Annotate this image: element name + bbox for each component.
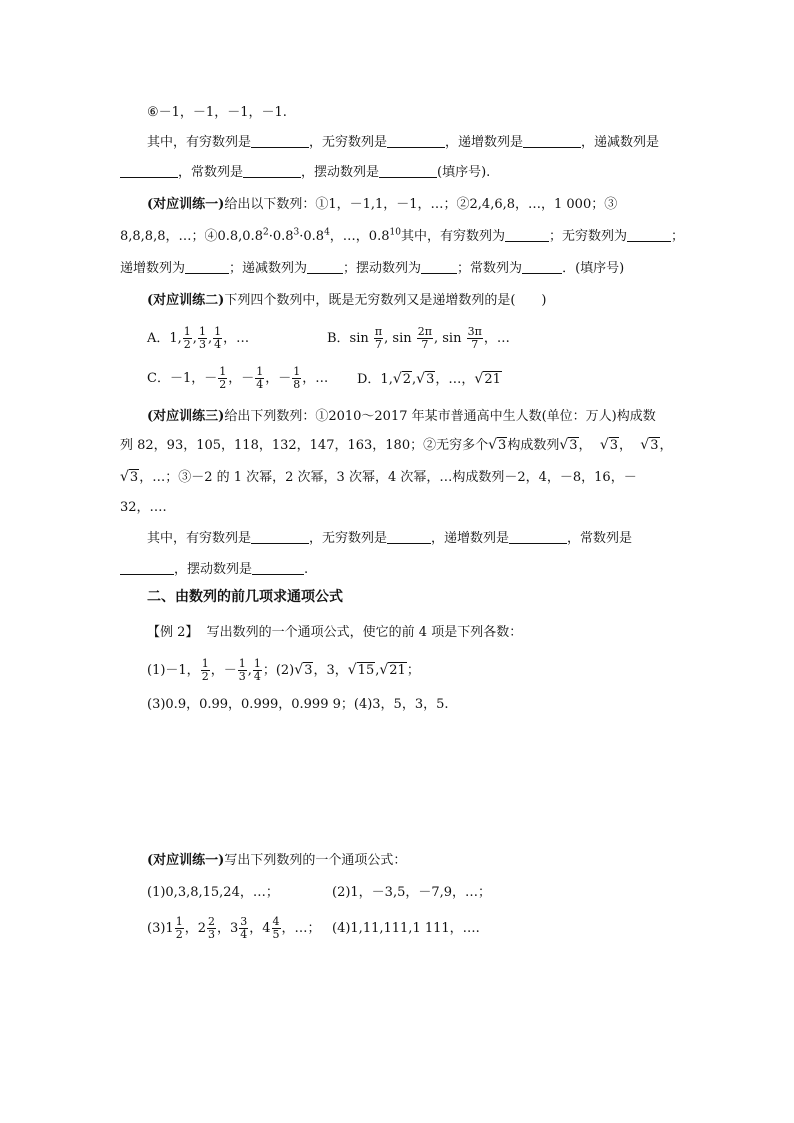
practice-label: (对应训练二) [147, 293, 225, 308]
practice-3-line-3: √3，…；③－2 的 1 次幂，2 次幂，3 次幂，4 次幂，…构成数列－2，4，－8，16，－ [120, 469, 637, 485]
answer-blank[interactable] [379, 164, 437, 178]
practice-label: (对应训练一) [147, 853, 225, 868]
practice-4: (对应训练一)写出下列数列的一个通项公式： [147, 853, 407, 868]
answer-blank[interactable] [522, 260, 562, 274]
question-line: 其中，有穷数列是 ，无穷数列是 ，递增数列是 ，常数列是 [147, 531, 633, 546]
section-heading: 二、由数列的前几项求通项公式 [147, 589, 343, 605]
practice-3-line-2: 列 82，93，105，118，132，147，163，180；②无穷多个√3构成数列√3， √3， √3， [120, 437, 673, 453]
answer-blank[interactable] [505, 228, 549, 242]
practice-3-line-4: 32，…. [120, 500, 167, 515]
answer-blank[interactable] [307, 260, 343, 274]
answer-blank[interactable] [251, 530, 309, 544]
practice-3: (对应训练三)给出下列数列：①2010～2017 年某市普通高中生人数(单位：万人)构成数 [147, 409, 656, 424]
practice-4-p3: (3)1 $\frac{1}{2}$ ，2 $\frac{2}{3}$ ，3 $\frac{3}{4}$ ，4 $\frac{4}{5}$ ，…； [147, 915, 321, 941]
practice-label: (对应训练三) [147, 409, 225, 424]
example-label: 【例 2】 [147, 625, 199, 640]
practice-2: (对应训练二)下列四个数列中，既是无穷数列又是递增数列的是( ) [147, 293, 547, 308]
answer-blank[interactable] [185, 260, 229, 274]
answer-blank[interactable] [509, 530, 567, 544]
example-2-line-3: (3)0.9，0.99，0.999，0.999 9；(4)3，5，3，5. [147, 697, 449, 712]
sequence-item-6: ⑥－1，－1，－1，－1. [147, 105, 287, 120]
question-line: 其中，有穷数列是 ，无穷数列是 ，递增数列是 ，递减数列是 [147, 135, 660, 150]
option-A[interactable]: A．1, $\frac{1}{2}$ , $\frac{1}{3}$ , $\frac{1}{4}$ ，… [147, 325, 250, 351]
answer-blank[interactable] [120, 561, 174, 575]
answer-blank[interactable] [243, 164, 301, 178]
practice-1: (对应训练一)给出以下数列：①1，－1,1，－1，…；②2,4,6,8，…，1 000；③ [147, 197, 618, 212]
example-2: 【例 2】 写出数列的一个通项公式，使它的前 4 项是下列各数： [147, 625, 523, 640]
option-C[interactable]: C．－1，－ $\frac{1}{2}$ ，－ $\frac{1}{4}$ ，－ $\frac{1}{8}$ ，… [147, 365, 329, 391]
practice-4-p2: (2)1，－3,5，－7,9，…； [332, 885, 492, 900]
practice-4-p1: (1)0,3,8,15,24，…； [147, 885, 279, 900]
answer-blank[interactable] [120, 164, 178, 178]
example-2-line-2: (1)－1， $\frac{1}{2}$ ，－ $\frac{1}{3}$ , $\frac{1}{4}$ ；(2)√3，3，√15,√21； [147, 657, 420, 683]
answer-blank[interactable] [251, 134, 309, 148]
practice-1-line-2: 8,8,8,8，…；$④0.8,0.8^2\cdot 0.8^3\cdot 0.8^4$，…，$0.8^{10}$其中，有穷数列为 ；无穷数列为 ； [120, 227, 684, 244]
option-B[interactable]: B．sin $\frac{\pi}{7}$ , sin $\frac{2\pi}{7}$ , sin $\frac{3\pi}{7}$ ，… [327, 325, 510, 351]
answer-blank[interactable] [252, 561, 304, 575]
option-D[interactable]: D．1,√2,√3，…，√21 [357, 371, 501, 387]
question-line: ，常数列是 ，摆动数列是 (填序号). [120, 164, 490, 182]
answer-blank[interactable] [627, 228, 671, 242]
answer-blank[interactable] [387, 530, 431, 544]
answer-blank[interactable] [523, 134, 581, 148]
question-line: ，摆动数列是 . [120, 561, 308, 579]
practice-4-p4: (4)1,11,111,1 111，…. [332, 921, 480, 936]
practice-1-line-3: 递增数列为 ；递减数列为 ；摆动数列为 ；常数列为 ．(填序号) [120, 261, 625, 276]
practice-label: (对应训练一) [147, 197, 225, 212]
answer-blank[interactable] [421, 260, 457, 274]
answer-blank[interactable] [387, 134, 445, 148]
